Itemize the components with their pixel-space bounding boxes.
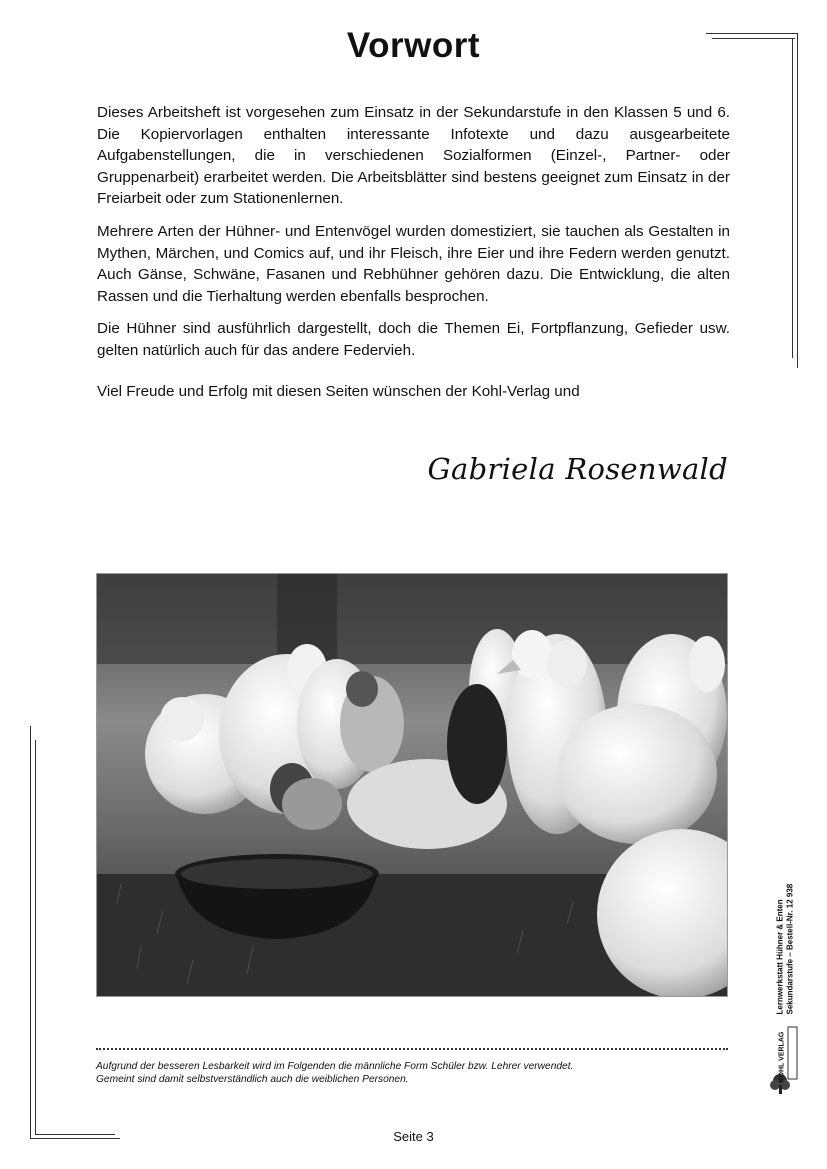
footnote-line-1: Aufgrund der besseren Lesbarkeit wird im Folgenden die männliche Form Schüler bzw. Lehrer verwendet. [96, 1061, 574, 1072]
footnote-line-2: Gemeint sind damit selbstverständlich auch die weiblichen Personen. [96, 1074, 409, 1085]
author-signature: Gabriela Rosenwald [427, 452, 728, 486]
logo-text: KOHL VERLAG [778, 1031, 786, 1083]
paragraph-1: Dieses Arbeitsheft ist vorgesehen zum Einsatz in der Sekundarstufe in den Klassen 5 und 6. Die Kopiervorlagen enthalten interessante Infotexte und dazu ausgearbeitete Aufgabenstellungen, die in verschiedenen Sozialformen (Einzel-, Partner- oder Gruppenarbeit) erarbeitet werden. Die Arbeitsblätter sind bestens geeignet zum Einsatz in der Freiarbeit oder zum Stationenlernen. [97, 104, 730, 208]
page-number: Seite 3 [393, 1129, 434, 1144]
corner-frame-top-right-vertical [797, 33, 798, 368]
imprint-order-number: Sekundarstufe – Bestell-Nr. 12 938 [785, 883, 794, 1015]
imprint-title: Lernwerkstatt Hühner & Enten [775, 899, 785, 1015]
footnote [96, 1060, 736, 1086]
poultry-photo-illustration [97, 574, 727, 996]
corner-frame-bottom-left-vertical-inner [35, 740, 36, 1135]
page-title: Vorwort [346, 26, 481, 65]
paragraph-2: Mehrere Arten der Hühner- und Entenvögel wurden domestiziert, sie tauchen als Gestalten in Mythen, Märchen, und Comics auf, und ihr Fleisch, ihre Eier und ihre Federn werden genutzt. Auch Gänse, Schwäne, Fasanen und Rebhühner gehören dazu. Die Entwicklung, die alten Rassen und die Tierhaltung werden ebenfalls besprochen. [97, 222, 730, 305]
paragraph-closing: Viel Freude und Erfolg mit diesen Seiten wünschen der Kohl-Verlag und [97, 382, 580, 400]
publisher-logo [768, 1025, 798, 1095]
side-imprint [770, 860, 800, 1020]
corner-frame-top-right-vertical-inner [792, 38, 793, 358]
paragraph-3: Die Hühner sind ausführlich dargestellt, doch die Themen Ei, Fortpflanzung, Gefieder usw. gelten natürlich auch für das andere Federvieh. [97, 320, 730, 359]
foreword-body [97, 102, 730, 413]
poultry-photo [96, 573, 728, 997]
corner-frame-bottom-left-vertical [30, 726, 31, 1139]
footnote-separator [96, 1048, 728, 1050]
